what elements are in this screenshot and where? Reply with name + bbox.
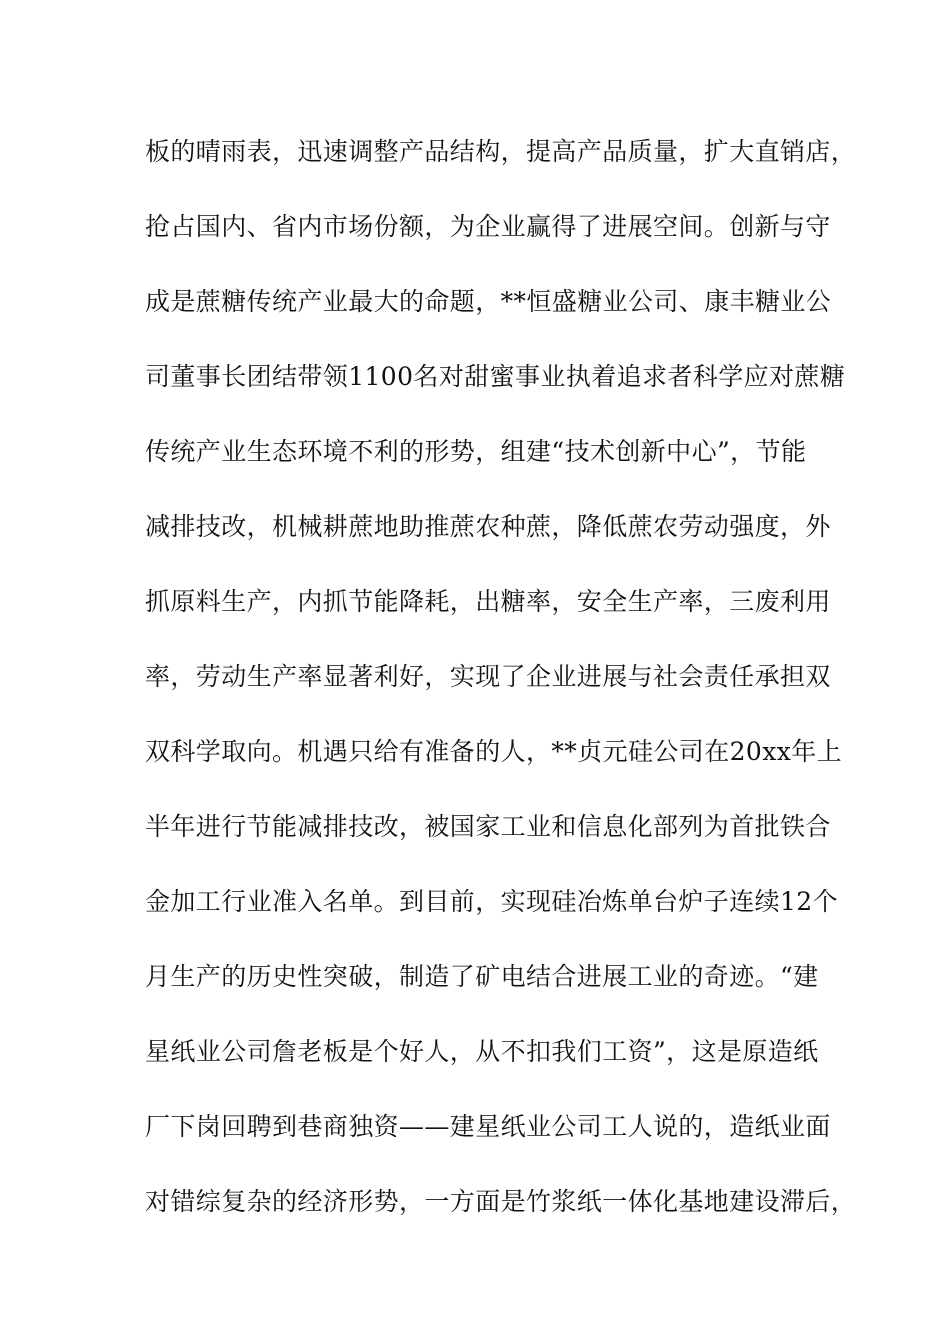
text-line-12: 月生产的历史性突破，制造了矿电结合进展工业的奇迹。“建: [145, 962, 819, 991]
text-line-9: 双科学取向。机遇只给有准备的人，**贞元硅公司在20xx年上: [145, 737, 843, 766]
text-line-7: 抓原料生产，内抓节能降耗，出糖率，安全生产率，三废利用: [145, 587, 831, 616]
text-line-8: 率，劳动生产率显著利好，实现了企业进展与社会责任承担双: [145, 662, 831, 691]
text-line-14: 厂下岗回聘到巷商独资——建星纸业公司工人说的，造纸业面: [145, 1112, 831, 1141]
text-line-1: 板的晴雨表，迅速调整产品结构，提高产品质量，扩大直销店，: [145, 137, 857, 166]
text-line-13: 星纸业公司詹老板是个好人，从不扣我们工资”，这是原造纸: [145, 1037, 819, 1066]
body-text: [145, 126, 857, 1251]
text-line-11: 金加工行业准入名单。到目前，实现硅冶炼单台炉子连续12个: [145, 887, 839, 916]
text-line-2: 抢占国内、省内市场份额，为企业赢得了进展空间。创新与守: [145, 212, 831, 241]
text-line-4: 司董事长团结带领1100名对甜蜜事业执着追求者科学应对蔗糖: [145, 362, 846, 391]
text-line-15: 对错综复杂的经济形势，一方面是竹浆纸一体化基地建设滞后，: [145, 1187, 857, 1216]
text-line-10: 半年进行节能减排技改，被国家工业和信息化部列为首批铁合: [145, 812, 831, 841]
text-line-3: 成是蔗糖传统产业最大的命题，**恒盛糖业公司、康丰糖业公: [145, 287, 832, 316]
text-line-5: 传统产业生态环境不利的形势，组建“技术创新中心”，节能: [145, 437, 807, 466]
text-line-6: 减排技改，机械耕蔗地助推蔗农种蔗，降低蔗农劳动强度，外: [145, 512, 831, 541]
